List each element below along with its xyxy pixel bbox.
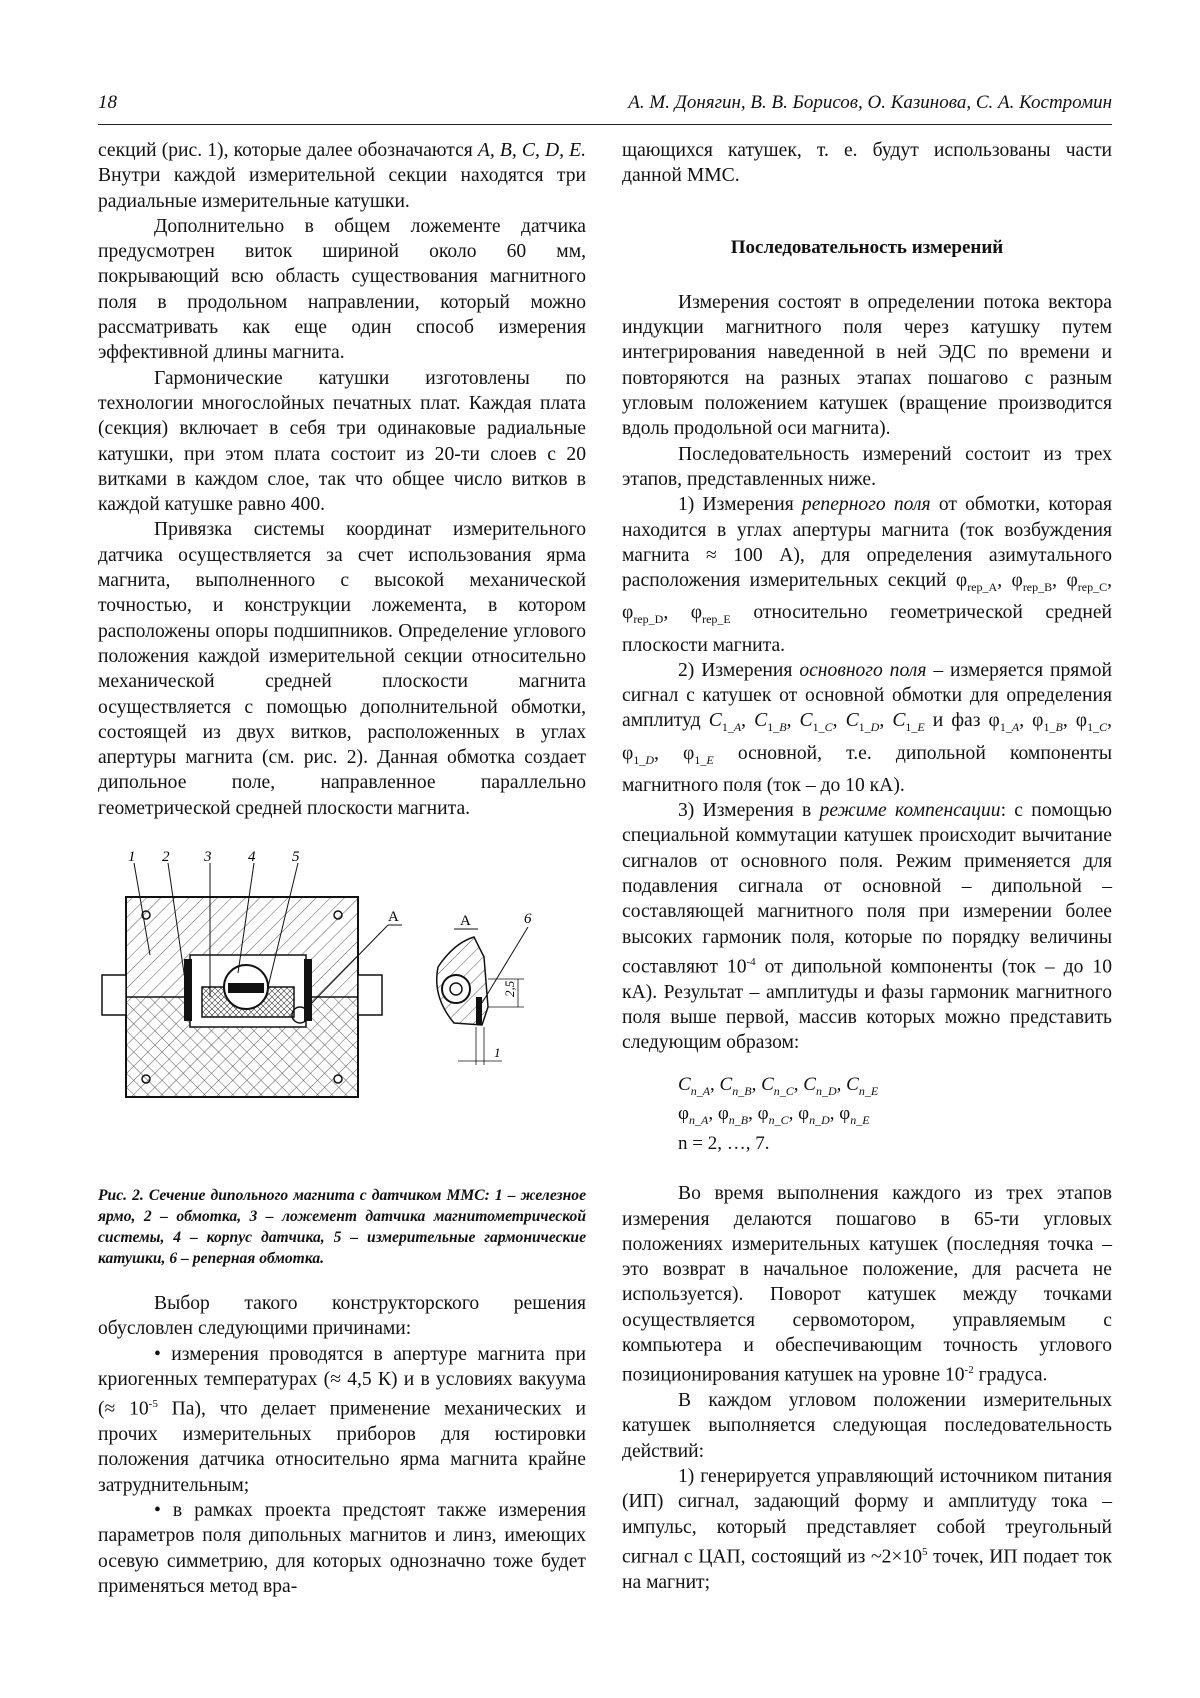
label-5: 5	[292, 849, 300, 866]
step-1: 1) Измерения реперного поля от обмотки, которая находится в углах апертуры магнита (ток возбуждения магнита ≈ 100 А), для определения азимутального расположения измерительных секций $\varphi_{rep\_A}$, $\varphi_{rep\_B}$, $\varphi_{rep\_C}$, $\varphi_{rep\_D}$, $\varphi_{rep\_E}$ относительно геометрической средней плоскости магнита.	[622, 494, 1112, 656]
bullet-item: • в рамках проекта предстоят также измерения параметров поля дипольных магнитов и линз, имеющих осевую симметрию, для которых однозначно тоже будет применяться метод вра-	[98, 1499, 586, 1597]
page-number: 18	[98, 92, 117, 113]
label-1: 1	[128, 849, 136, 866]
paragraph: Последовательность измерений состоит из трех этапов, представленных ниже.	[622, 443, 1112, 490]
right-column	[622, 138, 1112, 1595]
section-title: Последовательность измерений	[730, 236, 1004, 258]
paragraph: Дополнительно в общем ложементе датчика предусмотрен виток шириной около 60 мм, покрывающий всю область существования магнитного поля в продольном направлении, который можно рассматривать как еще один способ измерения эффективной длины магнита.	[98, 215, 586, 364]
formula-range: n = 2, …, 7.	[678, 1133, 770, 1155]
figure-caption: Рис. 2. Сечение дипольного магнита с датчиком ММС: 1 – железное ярмо, 2 – обмотка, 3 – ложемент датчика магнитометрической системы, 4 – корпус датчика, 5 – измерительные гармонические катушки, 6 – реперная обмотка.	[98, 1187, 586, 1268]
paragraph: Измерения состоят в определении потока вектора индукции магнитного поля через катушку путем интегрирования наведенной в ней ЭДС по времени и повторяются на разных этапах пошагово с разным угловым положением катушек (вращение производится вдоль продольной оси магнита).	[622, 291, 1112, 440]
magnet-cross-section-drawing	[98, 847, 586, 1177]
label-2: 2	[162, 849, 170, 866]
paragraph: Привязка системы координат измерительного датчика осуществляется за счет использования ярма магнита, выполненного с высокой механической точностью, и конструкции ложемента, в котором расположены опоры подшипников. Определение углового положения каждой измерительной секции относительно механической средней плоскости магнита осуществляется с помощью дополнительной обмотки, состоящей из двух витков, расположенных в углах апертуры магнита (см. рис. 2). Данная обмотка создает дипольное поле, направленное параллельно геометрической средней плоскости магнита.	[98, 519, 586, 819]
step-3: 3) Измерения в режиме компенсации: с помощью специальной коммутации катушек происходит вычитание сигналов от основного поля. Режим применяется для подавления сигнала от основной – дипольной – составляющей магнитного поля при измерении более высоких гармоник поля, которые по порядку величины составляют $10^{-4}$ от дипольной компоненты (ток – до 10 кА). Результат – амплитуды и фазы гармоник магнитного поля выше первой, массив которых можно представить следующим образом:	[622, 800, 1112, 1054]
paragraph: щающихся катушек, т. е. будут использованы части данной ММС.	[622, 140, 1112, 187]
label-3: 3	[204, 849, 212, 866]
paragraph: В каждом угловом положении измерительных катушек выполняется следующая последовательность действий:	[622, 1390, 1112, 1462]
paragraph: секций (рис. 1), которые далее обозначаются A, B, C, D, E. Внутри каждой измерительной секции находятся три радиальные измерительные катушки.	[98, 140, 587, 212]
view-label: А	[460, 913, 471, 930]
bullet-item: • измерения проводятся в апертуре магнита при криогенных температурах (≈ 4,5 К) и в условиях вакуума (≈ $10^{-5}$ Па), что делает применение механических и прочих измерительных приборов для юстировки положения датчика относительно ярма магнита крайне затруднительным;	[98, 1343, 586, 1496]
left-column	[98, 138, 586, 1599]
figure-magnet-section	[98, 847, 586, 1177]
dimension-2-5: 2,5	[502, 980, 517, 998]
formula-block: $C_{n\_A}$, $C_{n\_B}$, $C_{n\_C}$, $C_{n\_D}$, $C_{n\_E}$ $\varphi_{n\_A}$, $\varphi_{n\_B}$, $\varphi_{n\_C}$, $\varphi_{n\_D}$, $\varphi_{n\_E}$ n = 2, …, 7.	[678, 1074, 1112, 1156]
page-header	[98, 92, 1112, 125]
running-authors: А. М. Донягин, В. В. Борисов, О. Казинова, С. А. Костромин	[628, 92, 1112, 113]
paragraph: 1) генерируется управляющий источником питания (ИП) сигнал, задающий форму и амплитуду тока – импульс, который представляет собой треугольный сигнал с ЦАП, состоящий из $\sim 2\times 10^5$ точек, ИП подает ток на магнит;	[622, 1466, 1112, 1593]
paragraph: Выбор такого конструкторского решения обусловлен следующими причинами:	[98, 1293, 586, 1340]
dimension-1: 1	[494, 1045, 501, 1061]
label-6: 6	[524, 911, 532, 928]
step-2: 2) Измерения основного поля – измеряется прямой сигнал с катушек от основной обмотки для определения амплитуд $C_{1\_A}$, $C_{1\_B}$, $C_{1\_C}$, $C_{1\_D}$, $C_{1\_E}$ и фаз $\varphi_{1\_A}$, $\varphi_{1\_B}$, $\varphi_{1\_C}$, $\varphi_{1\_D}$, $\varphi_{1\_E}$ основной, т.е. дипольной компоненты магнитного поля (ток – до 10 кА).	[622, 659, 1113, 796]
paragraph: Во время выполнения каждого из трех этапов измерения делаются пошагово в 65-ти угловых положениях измерительных катушек (последняя точка – это возврат в начальное положение, для расчета не используется). Поворот катушек между точками осуществляется сервомотором, управляемым с компьютера и обеспечивающим точность углового позиционирования катушек на уровне $10^{-2}$ градуса.	[622, 1183, 1112, 1386]
paragraph: Гармонические катушки изготовлены по технологии многослойных печатных плат. Каждая плата (секция) включает в себя три одинаковые радиальные катушки, при этом плата состоит из 20-ти слоев с 20 витками в каждом слое, так что общее число витков в каждой катушке равно 400.	[98, 367, 586, 516]
winding	[184, 959, 192, 1021]
section-label: А	[388, 909, 399, 926]
label-4: 4	[248, 849, 256, 866]
